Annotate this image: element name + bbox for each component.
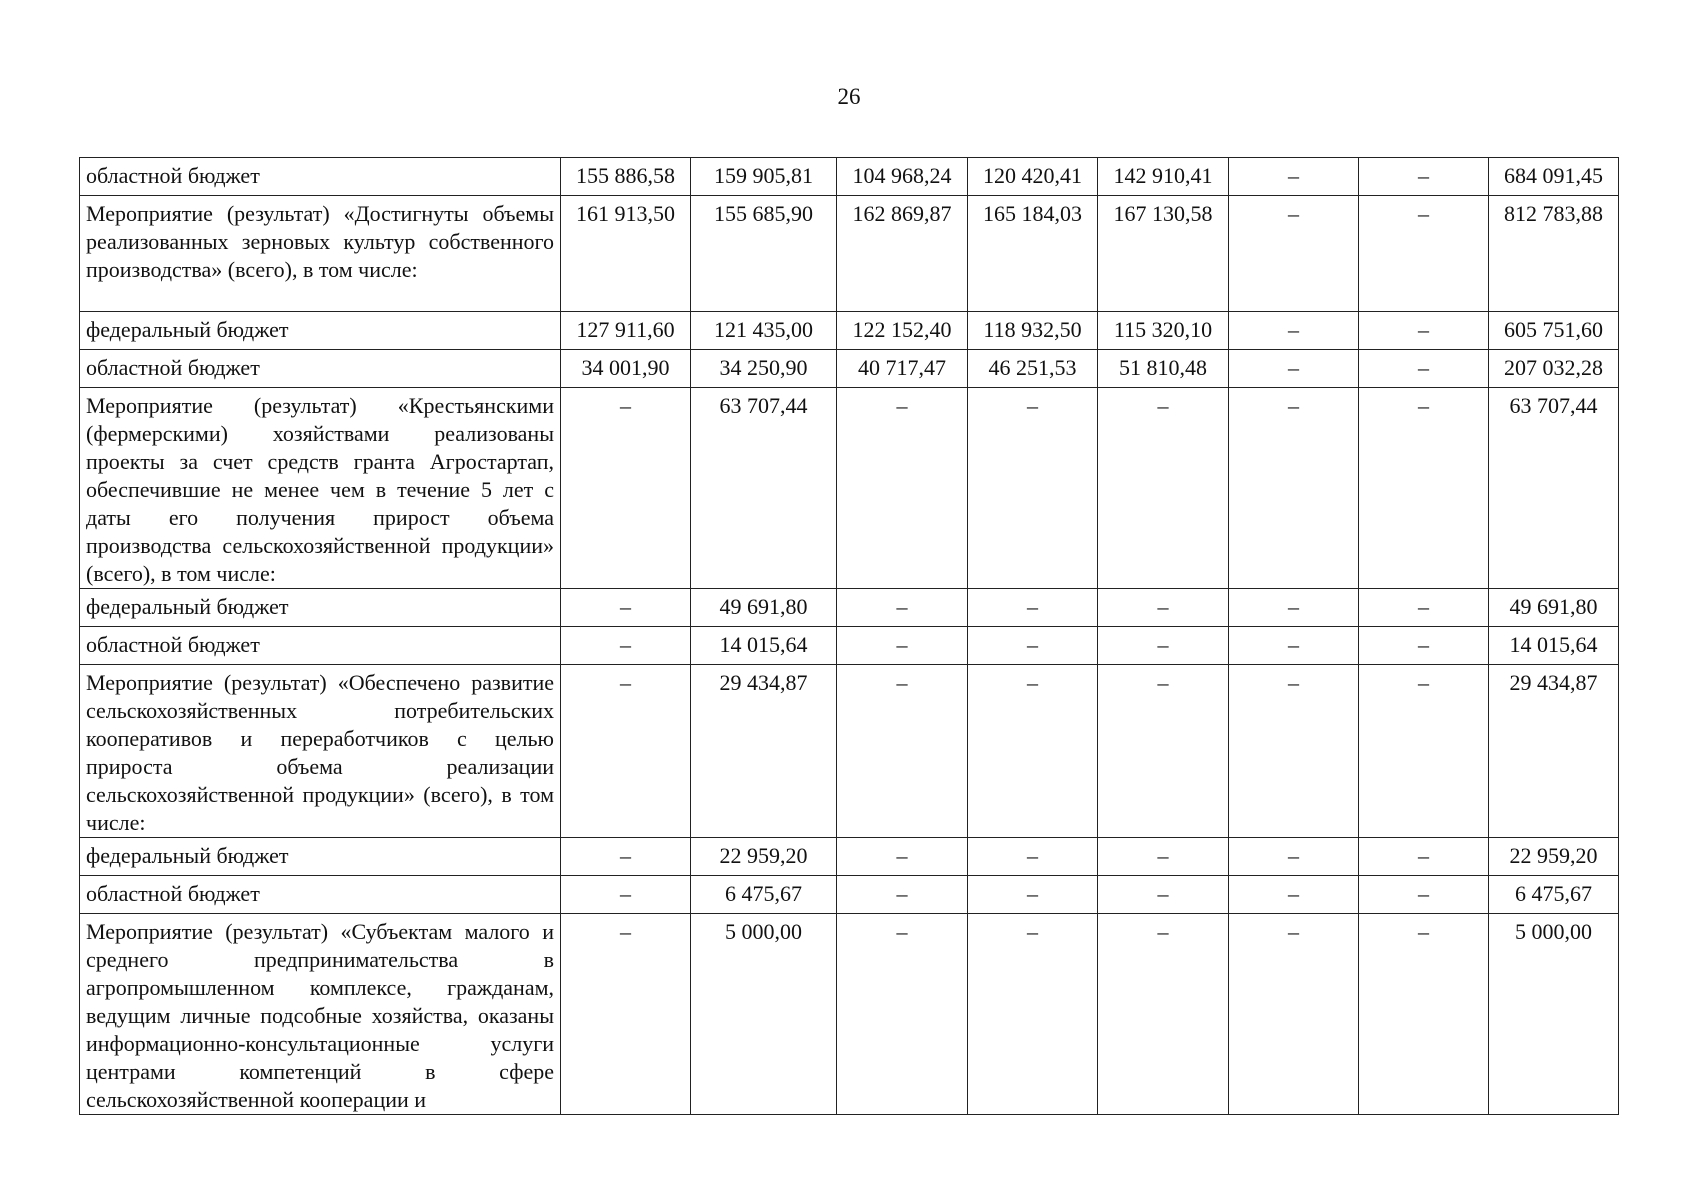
value-2027-cell: – — [968, 914, 1098, 1115]
value-2029-cell: – — [1229, 589, 1359, 627]
value-2028-cell: – — [1098, 627, 1229, 665]
value-2024-cell: – — [561, 627, 691, 665]
total-cell: 605 751,60 — [1489, 312, 1619, 350]
table-row — [80, 312, 1619, 350]
value-2026-cell: – — [837, 665, 968, 838]
total-cell: 49 691,80 — [1489, 589, 1619, 627]
value-2025-cell: 6 475,67 — [691, 876, 837, 914]
value-2025-cell: 63 707,44 — [691, 388, 837, 589]
value-2030-cell: – — [1359, 158, 1489, 196]
table-row — [80, 589, 1619, 627]
total-cell: 812 783,88 — [1489, 196, 1619, 312]
value-2028-cell: – — [1098, 838, 1229, 876]
value-2029-cell: – — [1229, 196, 1359, 312]
total-cell: 207 032,28 — [1489, 350, 1619, 388]
value-2027-cell: 46 251,53 — [968, 350, 1098, 388]
value-2025-cell: 159 905,81 — [691, 158, 837, 196]
value-2026-cell: 162 869,87 — [837, 196, 968, 312]
table-row — [80, 914, 1619, 1115]
total-cell: 22 959,20 — [1489, 838, 1619, 876]
value-2025-cell: 49 691,80 — [691, 589, 837, 627]
value-2030-cell: – — [1359, 388, 1489, 589]
total-cell: 29 434,87 — [1489, 665, 1619, 838]
value-2026-cell: – — [837, 876, 968, 914]
total-cell: 6 475,67 — [1489, 876, 1619, 914]
value-2027-cell: 120 420,41 — [968, 158, 1098, 196]
value-2029-cell: – — [1229, 914, 1359, 1115]
value-2030-cell: – — [1359, 876, 1489, 914]
value-2030-cell: – — [1359, 665, 1489, 838]
budget-table — [79, 157, 1619, 1115]
table-row — [80, 838, 1619, 876]
table-row — [80, 665, 1619, 838]
row-label: Мероприятие (результат) «Крестьянскими (фермерскими) хозяйствами реализованы проекты за счет средств гранта Агростартап, обеспечившие не менее чем в течение 5 лет с даты его получения прирост объема производства сельскохозяйственной продукции» (всего), в том числе: — [80, 388, 561, 589]
table-row — [80, 876, 1619, 914]
value-2030-cell: – — [1359, 589, 1489, 627]
value-2026-cell: – — [837, 914, 968, 1115]
value-2025-cell: 29 434,87 — [691, 665, 837, 838]
value-2025-cell: 34 250,90 — [691, 350, 837, 388]
value-2027-cell: – — [968, 388, 1098, 589]
value-2029-cell: – — [1229, 350, 1359, 388]
value-2028-cell: 51 810,48 — [1098, 350, 1229, 388]
value-2028-cell: – — [1098, 876, 1229, 914]
value-2027-cell: – — [968, 838, 1098, 876]
row-label: областной бюджет — [80, 350, 561, 388]
value-2024-cell: 34 001,90 — [561, 350, 691, 388]
table-row — [80, 627, 1619, 665]
value-2027-cell: 165 184,03 — [968, 196, 1098, 312]
value-2024-cell: 127 911,60 — [561, 312, 691, 350]
total-cell: 5 000,00 — [1489, 914, 1619, 1115]
value-2024-cell: – — [561, 589, 691, 627]
value-2025-cell: 5 000,00 — [691, 914, 837, 1115]
total-cell: 684 091,45 — [1489, 158, 1619, 196]
value-2029-cell: – — [1229, 158, 1359, 196]
table-row — [80, 350, 1619, 388]
value-2026-cell: – — [837, 589, 968, 627]
value-2026-cell: – — [837, 838, 968, 876]
row-label: областной бюджет — [80, 158, 561, 196]
table-body — [80, 158, 1619, 1115]
value-2029-cell: – — [1229, 312, 1359, 350]
value-2024-cell: – — [561, 838, 691, 876]
value-2024-cell: 155 886,58 — [561, 158, 691, 196]
value-2029-cell: – — [1229, 388, 1359, 589]
value-2030-cell: – — [1359, 196, 1489, 312]
value-2027-cell: – — [968, 627, 1098, 665]
value-2027-cell: – — [968, 589, 1098, 627]
row-label: Мероприятие (результат) «Обеспечено развитие сельскохозяйственных потребительских кооперативов и переработчиков с целью прироста объема реализации сельскохозяйственной продукции» (всего), в том числе: — [80, 665, 561, 838]
row-label: федеральный бюджет — [80, 312, 561, 350]
table-row — [80, 158, 1619, 196]
value-2029-cell: – — [1229, 838, 1359, 876]
value-2028-cell: 167 130,58 — [1098, 196, 1229, 312]
value-2029-cell: – — [1229, 627, 1359, 665]
value-2028-cell: 142 910,41 — [1098, 158, 1229, 196]
row-label: федеральный бюджет — [80, 838, 561, 876]
value-2025-cell: 22 959,20 — [691, 838, 837, 876]
value-2027-cell: – — [968, 665, 1098, 838]
value-2028-cell: – — [1098, 665, 1229, 838]
value-2026-cell: – — [837, 388, 968, 589]
value-2028-cell: – — [1098, 914, 1229, 1115]
value-2029-cell: – — [1229, 665, 1359, 838]
page-number: 26 — [837, 84, 861, 109]
row-label: федеральный бюджет — [80, 589, 561, 627]
total-cell: 63 707,44 — [1489, 388, 1619, 589]
table-row — [80, 388, 1619, 589]
value-2027-cell: – — [968, 876, 1098, 914]
value-2029-cell: – — [1229, 876, 1359, 914]
row-label: Мероприятие (результат) «Достигнуты объемы реализованных зерновых культур собственного производства» (всего), в том числе: — [80, 196, 561, 312]
row-label: областной бюджет — [80, 627, 561, 665]
value-2028-cell: – — [1098, 388, 1229, 589]
value-2026-cell: 122 152,40 — [837, 312, 968, 350]
row-label: Мероприятие (результат) «Субъектам малого и среднего предпринимательства в агропромышленном комплексе, гражданам, ведущим личные подсобные хозяйства, оказаны информационно-консультационные услуги центрами компетенций в сфере сельскохозяйственной кооперации и — [80, 914, 561, 1115]
total-cell: 14 015,64 — [1489, 627, 1619, 665]
value-2025-cell: 14 015,64 — [691, 627, 837, 665]
value-2024-cell: – — [561, 388, 691, 589]
value-2024-cell: 161 913,50 — [561, 196, 691, 312]
row-label: областной бюджет — [80, 876, 561, 914]
value-2030-cell: – — [1359, 312, 1489, 350]
value-2026-cell: 104 968,24 — [837, 158, 968, 196]
value-2024-cell: – — [561, 914, 691, 1115]
value-2030-cell: – — [1359, 914, 1489, 1115]
value-2030-cell: – — [1359, 350, 1489, 388]
value-2030-cell: – — [1359, 627, 1489, 665]
value-2026-cell: 40 717,47 — [837, 350, 968, 388]
value-2024-cell: – — [561, 876, 691, 914]
value-2024-cell: – — [561, 665, 691, 838]
value-2030-cell: – — [1359, 838, 1489, 876]
value-2028-cell: – — [1098, 589, 1229, 627]
value-2026-cell: – — [837, 627, 968, 665]
value-2025-cell: 121 435,00 — [691, 312, 837, 350]
table-row — [80, 196, 1619, 312]
value-2027-cell: 118 932,50 — [968, 312, 1098, 350]
value-2025-cell: 155 685,90 — [691, 196, 837, 312]
value-2028-cell: 115 320,10 — [1098, 312, 1229, 350]
